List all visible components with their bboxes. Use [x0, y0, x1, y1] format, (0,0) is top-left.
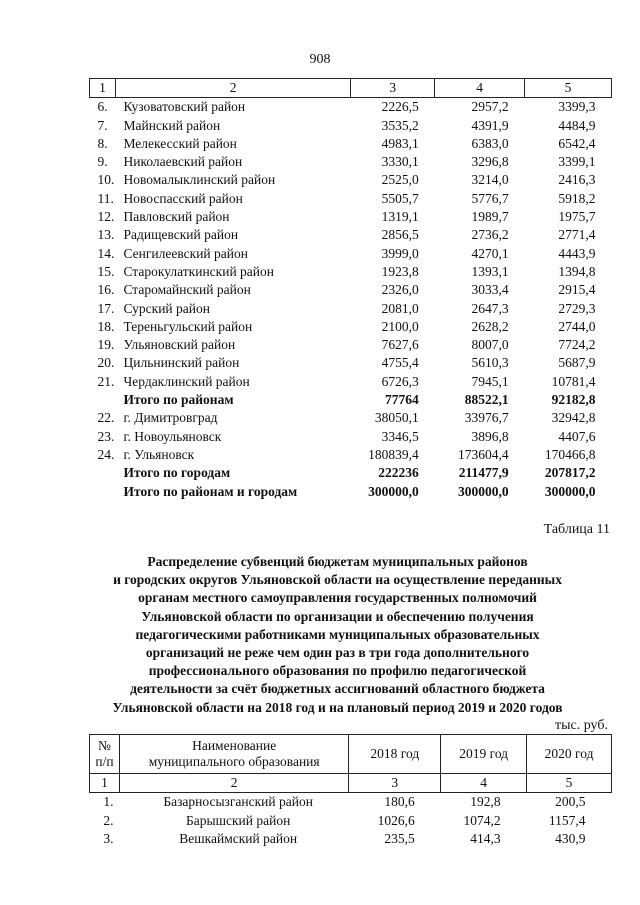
value-2019: 6383,0 [471, 135, 509, 151]
table-row [90, 318, 612, 336]
table-row [90, 830, 612, 848]
value-2020: 2915,4 [558, 282, 596, 298]
row-number: 19. [97, 337, 115, 353]
title-line: педагогическими работниками муниципальных образовательных [135, 626, 540, 642]
value-2020: 200,5 [555, 794, 586, 810]
value-2020: 2771,4 [558, 227, 596, 243]
table-row [90, 446, 612, 464]
municipality-name: г. Димитровград [123, 410, 218, 426]
municipality-name: г. Новоульяновск [123, 428, 222, 444]
municipality-name: Итого по районам и городам [123, 483, 298, 499]
table-label: Таблица 11 [543, 522, 610, 537]
column-number: 5 [525, 79, 612, 98]
value-2018: 3346,5 [381, 428, 419, 444]
value-2019: 300000,0 [457, 483, 509, 499]
table-title [60, 553, 615, 717]
value-2020: 1975,7 [558, 209, 596, 225]
value-2020: 5918,2 [558, 190, 596, 206]
value-2019: 5776,7 [471, 190, 509, 206]
table-row [90, 190, 612, 208]
title-line: организаций не реже чем один раз в три года дополнительного [145, 645, 530, 661]
row-number: 21. [97, 373, 115, 389]
municipality-name: Тереньгульский район [123, 318, 253, 334]
value-2018: 4755,4 [381, 355, 419, 371]
table-row [90, 281, 612, 299]
title-line: и городских округов Ульяновской области на осуществление переданных [113, 572, 562, 588]
table-row [90, 208, 612, 226]
value-2018: 180839,4 [368, 446, 419, 462]
table-header-row [90, 735, 612, 774]
column-number: 2 [115, 79, 350, 98]
table-row [90, 245, 612, 263]
value-2020: 4443,9 [558, 245, 596, 261]
value-2019: 2647,3 [471, 300, 509, 316]
table-row [90, 153, 612, 171]
municipality-name: Новоспасский район [123, 190, 243, 206]
column-number: 3 [349, 774, 441, 793]
municipality-name: Чердаклинский район [123, 373, 250, 389]
municipality-name: Сенгилеевский район [123, 245, 248, 261]
table-row [90, 171, 612, 189]
value-2018: 235,5 [384, 830, 415, 846]
column-number-row [90, 79, 612, 98]
units-label: тыс. руб. [555, 718, 608, 733]
row-number [90, 483, 116, 501]
value-2018: 1319,1 [381, 209, 419, 225]
table-row [90, 793, 612, 812]
value-2019: 1393,1 [471, 263, 509, 279]
column-number: 4 [435, 79, 525, 98]
row-number: 14. [97, 245, 115, 261]
municipality-name: Старокулаткинский район [123, 263, 274, 279]
value-2019: 4270,1 [471, 245, 509, 261]
value-2020: 300000,0 [544, 483, 596, 499]
table-row [90, 117, 612, 135]
column-number: 3 [351, 79, 435, 98]
table-row [90, 812, 612, 830]
table-row [90, 300, 612, 318]
distribution-table-continued [89, 78, 612, 501]
value-2018: 3535,2 [381, 117, 419, 133]
row-number: 2. [103, 812, 114, 828]
row-number: 17. [97, 300, 115, 316]
column-number-row [90, 774, 612, 793]
municipality-name: Итого по городам [123, 465, 231, 481]
municipality-name: Павловский район [123, 209, 230, 225]
table-row [90, 428, 612, 446]
municipality-name: Майнский район [123, 117, 221, 133]
value-2020: 32942,8 [551, 410, 596, 426]
title-line: деятельности за счёт бюджетных ассигнований областного бюджета [130, 681, 545, 697]
value-2019: 1989,7 [471, 209, 509, 225]
row-number [90, 391, 116, 409]
value-2019: 8007,0 [471, 337, 509, 353]
value-2020: 2729,3 [558, 300, 596, 316]
row-number: 15. [97, 263, 115, 279]
municipality-name: Кузоватовский район [123, 99, 246, 115]
value-2019: 192,8 [470, 794, 501, 810]
municipality-name: Ульяновский район [123, 337, 236, 353]
value-2020: 3399,1 [558, 154, 596, 170]
value-2019: 5610,3 [471, 355, 509, 371]
value-2020: 430,9 [555, 830, 586, 846]
value-2018: 1923,8 [381, 263, 419, 279]
row-number: 22. [97, 410, 115, 426]
row-number: 16. [97, 282, 115, 298]
table-row [90, 409, 612, 427]
page-number: 908 [309, 52, 331, 67]
total-row [90, 464, 612, 482]
value-2019: 173604,4 [457, 446, 509, 462]
value-2020: 4407,6 [558, 428, 596, 444]
row-number: 3. [103, 830, 114, 846]
distribution-table-11 [89, 734, 612, 848]
municipality-name: г. Ульяновск [123, 446, 195, 462]
row-number [90, 464, 116, 482]
title-line: Ульяновской области по организации и обеспечению получения [141, 608, 534, 624]
table-row [90, 373, 612, 391]
row-number: 11. [97, 190, 114, 206]
municipality-name: Барышский район [186, 812, 291, 828]
value-2020: 207817,2 [544, 465, 596, 481]
table-row [90, 226, 612, 244]
title-line: профессионального образования по профилю педагогической [148, 663, 527, 679]
row-number: 23. [97, 428, 115, 444]
value-2018: 300000,0 [368, 483, 419, 499]
title-line: Ульяновской области на 2018 год и на плановый период 2019 и 2020 годов [112, 699, 563, 715]
value-2019: 2957,2 [471, 99, 509, 115]
row-number: 18. [97, 318, 115, 334]
column-number: 5 [527, 774, 612, 793]
municipality-name: Мелекесский район [123, 135, 237, 151]
value-2020: 1157,4 [548, 812, 586, 828]
row-number: 8. [97, 135, 108, 151]
header-number: № п/п [90, 735, 120, 774]
row-number: 12. [97, 209, 115, 225]
value-2018: 2856,5 [381, 227, 419, 243]
value-2018: 38050,1 [374, 410, 419, 426]
header-year-2019: 2019 год [441, 735, 527, 774]
row-number: 13. [97, 227, 115, 243]
municipality-name: Николаевский район [123, 154, 243, 170]
value-2018: 2525,0 [381, 172, 419, 188]
value-2020: 10781,4 [551, 373, 596, 389]
value-2018: 1026,6 [377, 812, 415, 828]
row-number: 24. [97, 446, 115, 462]
value-2019: 2736,2 [471, 227, 509, 243]
value-2019: 3033,4 [471, 282, 509, 298]
value-2019: 88522,1 [464, 392, 509, 408]
row-number: 9. [97, 154, 108, 170]
row-number: 10. [97, 172, 115, 188]
table-row [90, 354, 612, 372]
value-2018: 77764 [384, 392, 419, 408]
value-2020: 1394,8 [558, 263, 596, 279]
value-2018: 4983,1 [381, 135, 419, 151]
municipality-name: Базарносызганский район [163, 794, 313, 810]
value-2020: 6542,4 [558, 135, 596, 151]
header-year-2020: 2020 год [527, 735, 612, 774]
value-2019: 1074,2 [463, 812, 501, 828]
value-2020: 4484,9 [558, 117, 596, 133]
column-number: 1 [90, 774, 120, 793]
value-2020: 7724,2 [558, 337, 596, 353]
value-2020: 92182,8 [551, 392, 596, 408]
value-2018: 5505,7 [381, 190, 419, 206]
value-2019: 3214,0 [471, 172, 509, 188]
value-2018: 180,6 [384, 794, 415, 810]
header-year-2018: 2018 год [349, 735, 441, 774]
value-2018: 7627,6 [381, 337, 419, 353]
value-2019: 33976,7 [464, 410, 509, 426]
row-number: 1. [103, 794, 114, 810]
municipality-name: Сурский район [123, 300, 210, 316]
value-2019: 2628,2 [471, 318, 509, 334]
municipality-name: Радищевский район [123, 227, 239, 243]
row-number: 6. [97, 99, 108, 115]
table-row [90, 263, 612, 281]
value-2019: 4391,9 [471, 117, 509, 133]
row-number: 7. [97, 117, 108, 133]
value-2018: 3330,1 [381, 154, 419, 170]
row-number: 20. [97, 355, 115, 371]
value-2018: 2100,0 [381, 318, 419, 334]
title-line: органам местного самоуправления государственных полномочий [138, 590, 537, 606]
value-2019: 3296,8 [471, 154, 509, 170]
table-row [90, 98, 612, 117]
value-2018: 3999,0 [381, 245, 419, 261]
municipality-name: Итого по районам [123, 392, 234, 408]
value-2020: 2744,0 [558, 318, 596, 334]
header-municipality: Наименование муниципального образования [119, 735, 348, 774]
column-number: 1 [90, 79, 116, 98]
municipality-name: Вешкаймский район [179, 830, 298, 846]
table-row [90, 336, 612, 354]
title-line: Распределение субвенций бюджетам муниципальных районов [147, 554, 528, 569]
value-2018: 2226,5 [381, 99, 419, 115]
value-2019: 414,3 [470, 830, 501, 846]
value-2019: 211477,9 [458, 465, 509, 481]
total-row [90, 483, 612, 501]
value-2020: 5687,9 [558, 355, 596, 371]
value-2018: 2326,0 [381, 282, 419, 298]
municipality-name: Новомалыклинский район [123, 172, 276, 188]
municipality-name: Старомайнский район [123, 282, 251, 298]
value-2020: 170466,8 [544, 446, 596, 462]
value-2019: 3896,8 [471, 428, 509, 444]
value-2018: 222236 [378, 465, 419, 481]
value-2020: 2416,3 [558, 172, 596, 188]
column-number: 2 [119, 774, 348, 793]
table-row [90, 135, 612, 153]
value-2020: 3399,3 [558, 99, 596, 115]
municipality-name: Цильнинский район [123, 355, 240, 371]
column-number: 4 [441, 774, 527, 793]
value-2018: 6726,3 [381, 373, 419, 389]
value-2018: 2081,0 [381, 300, 419, 316]
value-2019: 7945,1 [471, 373, 509, 389]
total-row [90, 391, 612, 409]
